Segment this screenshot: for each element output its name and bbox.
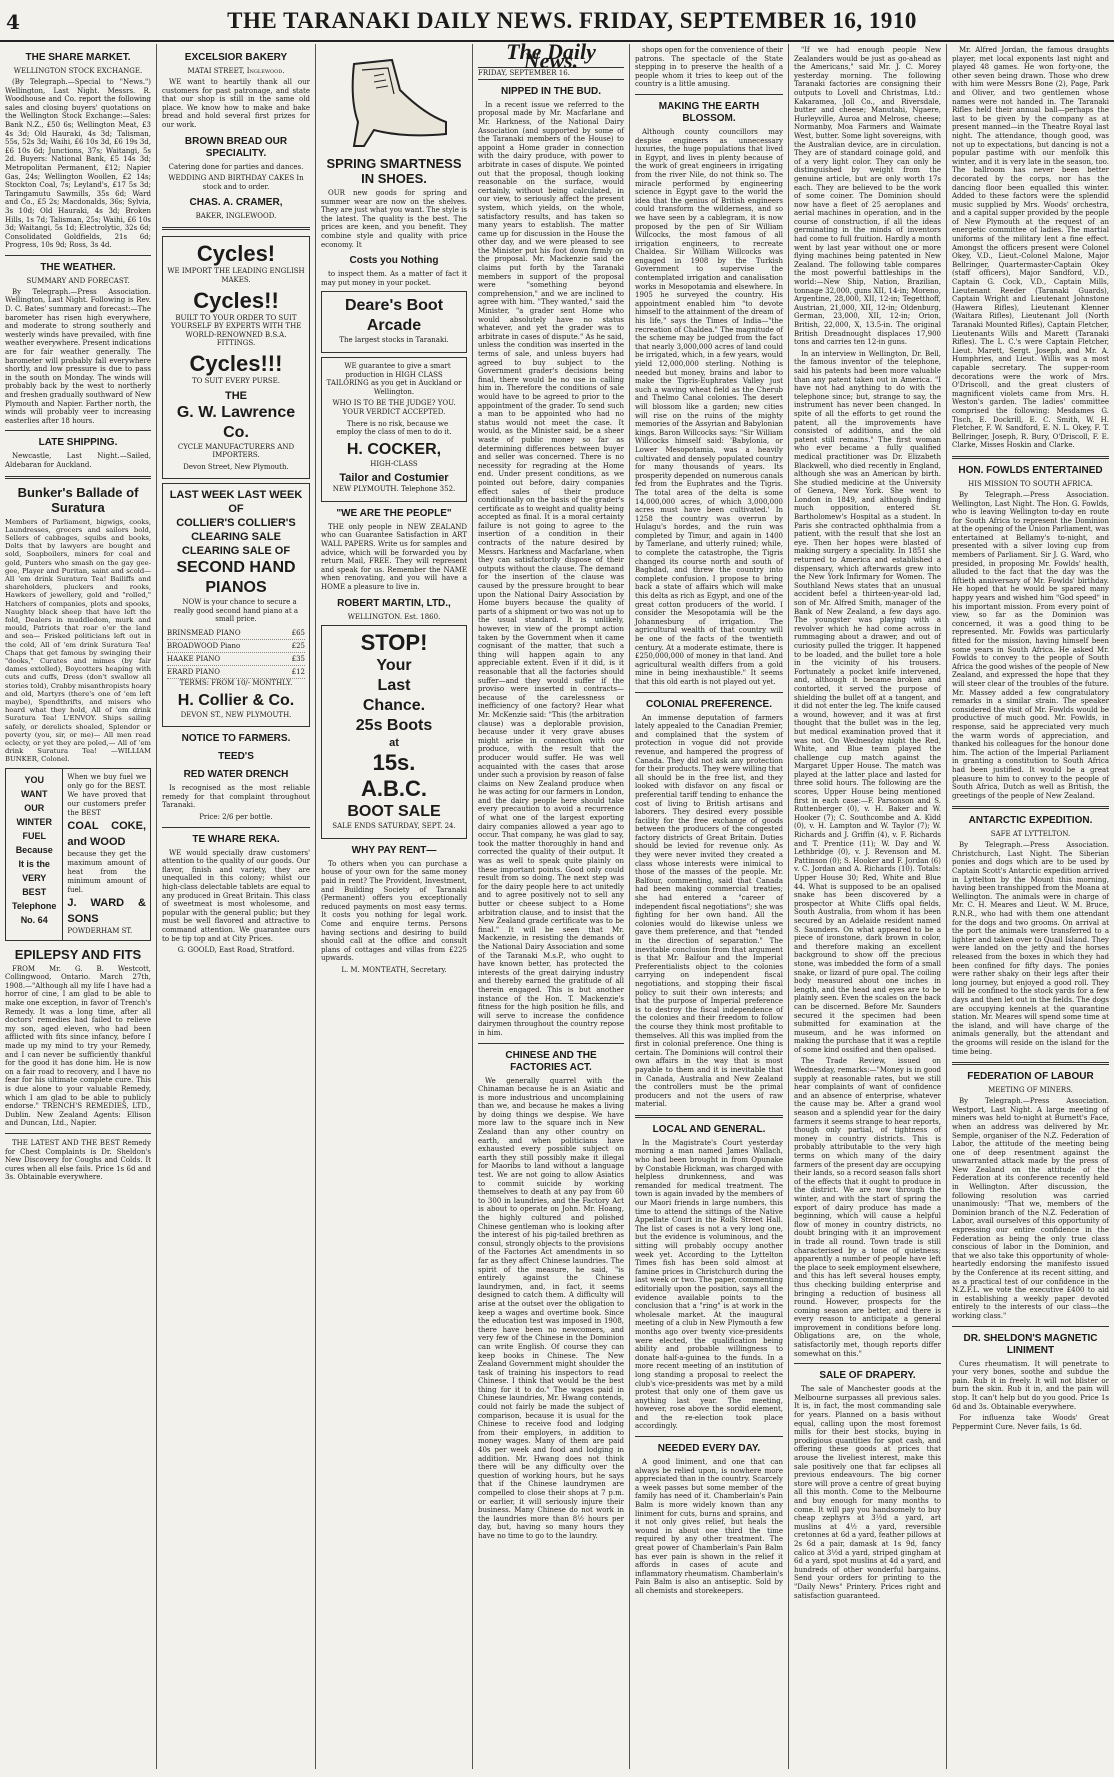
cocker-trade: Tailor and Costumier	[339, 472, 449, 485]
fuel-word: Telephone No. 64	[12, 900, 57, 925]
lawrence-text: CYCLE MANUFACTURERS AND IMPORTERS.	[177, 442, 295, 460]
farmers-notice: NOTICE TO FARMERS.	[181, 733, 291, 745]
spring-shoes-heading: SPRING SMARTNESS IN SHOES.	[326, 156, 462, 186]
teeds-name: TEED'S	[218, 751, 254, 763]
labour-text: By Telegraph.—Press Association. Westport, Last Night. A large meeting of miners was held to-night at Burnett's Face, when an address was delivered by Mr. Semple, organiser of the N.Z. Federation of Labor, the attitude of the meeting being one of deep resentment against the unwarranted attack made by the press of New Zealand on the attitude of the Federation at its conference recently held in Wellington. After discussion, the following resolution was carried unanimously: "That we, members of the Dominion branch of the N.Z. Federation of Labor, avail ourselves of this opportunity of expressing our entire confidence in the Federation as being the only true class conscious of labor in the Dominion, and that we also take this opportunity of whole-heartedly endorsing the manifesto issued by the Conference at its recent sitting, and as a practical test of our confidence in the N.Z.F.L. we vote the executive £400 to aid in establishing a weekly paper devoted entirely to the interests of our class—the working class."	[952, 1097, 1109, 1320]
piano-name: ERARD PIANO	[167, 668, 220, 677]
lawrence-address: Devon Street, New Plymouth.	[183, 462, 289, 471]
fuel-word: BEST	[22, 886, 47, 897]
piano-price: £25	[291, 642, 305, 651]
deare-boot-arcade-ad	[321, 291, 467, 353]
interview-text: In an interview in Wellington, Dr. Bell, the famous inventor of the telephone, said his patents had been more valuable than any patent taken out in America. "I have not had anything to do with the telephone since; but, strange to say, the instrument has never been changed. In spite of all the efforts to get round the patent, all the improvements have consisted of additions, and the old patent still remains." The first woman who ever became a fully qualified medical practitioner was Dr. Elizabeth Blackwell, who died recently in England, although she was an American by birth. She studied medicine at the University of Geneva, New York. She went to London in 1849, and although finding much opposition, entered St. Bartholomew's Hospital as a student. In Paris she contracted ophthalmia from a patient, with the result that she lost an eye. Then her hopes were blasted of making surgery a speciality. In 1851 she returned to America and established a dispensary, which afterwards grew into the New York Infirmary for Women. The Southland News states that an unusual accident befel a thirteen-year-old lad, son of Mr. Alfred Smith, manager of the Bank of New Zealand, a few days ago. The youngster was playing with a revolver which he had come across in rummaging about a drawer, and out of curiosity pulled the trigger. It happened to be loaded, and the bullet tore a hole in the vicinity of his trousers. Fortunately a pocket knife intervened, and, although it became broken and contorted, it served the purpose of shielding the bullet off at a tangent, and it did not enter the leg. The knife caused a wound, however, and it was at first thought that the bullet was in the leg, but medical examination proved that it was not. On Wednesday night the Red, White, and Blue team played the challenge cup match against the Margaret Upper House. The match was played at the latter place and lasted for three solid hours. The following are the scores, Upper House being mentioned first in each case:—F. Parsonson and S. Ruttenberger (0), v. H. Baker and W. Hooker (7); C. Southcombe and A. Kidd (0), v. H. Lampton and W. Taylor (7); W. Richards and J. Griffin (4), v. F. Richards and T. Prentice (11); W. Day and W. Lethbridge (0), v. J. Revenson and M. Pattinson (0); S. Hooker and F. Jordan (6) v. C. Jordan and A. Richards (10). Totals: Upper House 30; Red, White and Blue 44. What is supposed to be an opalised snake has been discovered by a prospector at White Cliffs opal fields, South Australia, from whom it has been secured by an Adelaide resident named S. Saunders. On what appeared to be a piece of ironstone, dark brown in color, and therefore making an excellent background to show off the precious stone, was imbedded the form of a small snake, or lizard of pure opal. The coiling body measured about one inches in length, and the head and eyes are to be plainly seen. Even the scales on the back can be discerned. Before Mr. Saunders secured it the specimen had been submitted for examination at the museum, and he was informed on making the purchase that it was a reptile of some kind ossified and then opalised.	[794, 349, 941, 1054]
shipping-heading: LATE SHIPPING.	[38, 437, 118, 449]
cycles-text: WE IMPORT THE LEADING ENGLISH MAKES.	[167, 267, 305, 284]
costs-text: to inspect them. As a matter of fact it may put money in your pocket.	[321, 270, 467, 287]
weather-subheading: SUMMARY AND FORECAST.	[26, 276, 130, 285]
cycles-text: TO SUIT EVERY PURSE.	[191, 376, 281, 385]
chinese-text: We generally quarrel with the Chinaman because he is an Asiatic and is more industrious and uncomplaining than we, and because he makes a living by doing things we despise. We have more law to the square inch in New Zealand than any other country on earth, and when politicians have exhausted every possible subject on earth they still possibly make it illegal for Maoribs to land without a language test. We are not going to allow Asiatics to commit suicide by working themselves to death at any pay from 60 to 300 in laundries, and the Factory Act is about to operate on John. Mr. Hoang, the highly cultured and polished Chinese gentleman who is looking after the interest of his pig-tailed brethren as consul, strongly objects to the provisions of the Factories Act amendments in so far as they affect Chinese laundries. The spirit of the measure, he said, "is entirely against the Chinese laundrymen, and, in fact, it seems designed to catch them. A difficulty will arise at the outset over the obligation to keep a wages and overtime book. Since the education test was imposed in 1908, there have been no newcomers, and very few of the Chinese in the Dominion can write English. Of course they can keep books in Chinese. The New Zealand Government might shoulder the task of training his inspectors to read Chinese. I think that would be the best thing for it to do." The wages paid in Chinese laundries, Mr. Hwang contends, could not fairly be made the subject of comparison, because it is usual for the Chinese to receive food and lodging from their employers, in addition to money wages. Many of them are paid 40s per week and food and lodging in addition. Mr. Hwang does not think there will be any difficulty over the question of working hours, but he says that if the Chinese laundrymen are compelled to close their shops at 7 p.m. or earlier, it will seriously injure their business. Many Chinese do not work in the laundries more than 8½ hours per day, but, having so many hours they have no time to go to the laundry.	[478, 1076, 624, 1540]
martin-sub: WELLINGTON. Est. 1860.	[347, 612, 441, 621]
list-item	[167, 653, 305, 666]
needed-text: A good liniment, and one that can always be relied upon, is nowhere more appreciated than in the country. Scarcely a week passes but some member of the family has need of it. Chamberlain's Pain Balm is more widely known than any liniment for cuts, burns and sprains, and it not only gives relief, but heals the wound in about one third the time required by any other treatment. The great power of Chamberlain's Pain Balm has ever pain is shown in the relief it affords in cases of acute and inflammatory rheumatism. Chamberlain's Pain Balm is also an antiseptic. Sold by all chemists and storekeepers.	[635, 1458, 783, 1595]
daily-news-nameplate: The Daily News.	[506, 42, 596, 73]
rent-heading: WHY PAY RENT—	[351, 844, 437, 856]
fuel-word: It is the	[18, 858, 50, 869]
fuel-word: WINTER	[16, 816, 52, 827]
stock-exchange-subheading: WELLINGTON STOCK EXCHANGE.	[13, 67, 143, 75]
divider	[5, 430, 151, 431]
colliers-advertisement	[162, 483, 310, 727]
stop-heading: STOP!	[360, 630, 428, 656]
cramer-name: CHAS. A. CRAMER,	[189, 197, 283, 209]
fuel-word: FUEL	[22, 830, 46, 841]
antarctic-heading: ANTARCTIC EXPEDITION.	[968, 815, 1093, 827]
fuel-ad-right	[63, 769, 150, 940]
column-3	[316, 42, 472, 1771]
ballad-heading: Bunker's Ballade of Suratura	[17, 484, 139, 515]
piano-name: BRINSMEAD PIANO	[167, 629, 241, 638]
divider	[162, 227, 310, 230]
people-text: THE only people in NEW ZEALAND who can Guarantee Satisfaction in ART WALL PAPERS. Write us for samples and advice, which will be forwarded you by return Mail, FREE. They will represent and speak for us. Remember the NAME when renovating, and you will have a HOME a pleasure to live in.	[321, 522, 467, 592]
nipped-text: In a recent issue we referred to the proposal made by Mr. Macfarlane and Mr. Harkness, of the National Dairy Association (and supported by some of the Taranaki members of the House) to appoint a Home grader in connection with the dairy produce, with power to arbitrate in cases of dispute. We pointed out that the proposal, though looking reasonable on the surface, would certainly, without being calculated, in our view, to seriously affect the present system, which yields, on the whole, satisfactory results, and has taken so many years to establish. The matter came up for discussion in the House the other day, and we were pleased to see the Minister put his foot down firmly on the proposal. Mr. Mackenzie said the claims put forth by the Taranaki members in support of the proposal were "something beyond comprehension," and we are inclined to agree with him. "They wanted," said the Minister, "a grader sent Home who would absolutely have no status whatever, and yet the grader was to arbitrate in cases of dispute." As he said, unless the condition was inserted in the terms of sale, and unless buyers had agreed to buy subject to the Government grader's decisions being final, there would be no use in calling him in. Therefore the conditions of sale would have to be agreed to prior to the appointment of the grader. To send such a man to be appointed who had no status would not meet the case. It would, as the Minister said, be a sheer waste of public money so far as determining differences between buyer and seller was concerned. There is no necessity for regrading at the Home end. Under present conditions, as we pointed out before, dairy companies effect sales of their produce conditionally on the basis of the grader's certificate as to weight and quality being accepted as final. It is a moral certainty failure is not going to agree to the insertion of a condition in their contracts of the nature desired by Messrs. Harkness and Macfarlane, when they can satisfactorily dispose of their outputs without the clause. The demand for the insertion of the clause was caused by the pressure brought to bear upon the National Dairy Association by Home buyers because the quality of parts of a shipment or two was not up to the usual standard. It is unlikely, however, in view of the prompt action taken by the Government when it came cognisant of the matter, that such a thing will happen again to any appreciable extent. Even if it did, is it reasonable that all the factories should suffer—and they would suffer if the proviso were inserted in contracts—because of the carelessness or inefficiency of one factory? Hear what Mr. McKenzie said: "This (the arbitration clause) was a deplorable provision, because under it very grave abuses might arise in connection with our produce, with the result that the producer would suffer. He was well acquainted with the cases that arose under such a provision by reason of false claims on New Zealand produce when he was acting for our farmers in London, and the dairy people here should take every precaution to avoid a recurrence of what one of the largest exporting dairy companies allowed a year ago to occur. That company, he was glad to say, took the matter thoroughly in hand and corrected the quality of their output. It was as well to speak quite plainly on these important points. Good only could result from so doing. The next step was for the dairy people here to act unitedly and to agree positively not to sell any butter or cheese subject to a Home arbitration clause, and to insist that the New Zealand grade certificate was to be final." It will be seen that Mr. Mackenzie, in resisting the demands of the National Dairy Association and some of the Taranaki M.s.P., who ought to have known better, has protected the interests of the great dairying industry and thereby earned the gratitude of all therein engaged. This is but another instance of the Hon. T. Mackenzie's fitness for the high position he fills, and will serve to increase the confidence dairymen throughout the country repose in him.	[478, 100, 625, 1037]
cramer-sub: BAKER, INGLEWOOD.	[195, 212, 277, 221]
piano-price: £35	[291, 655, 305, 664]
shops-text: shops open for the convenience of their patrons. The spectacle of the State stepping in to preserve the health of a people whom it tries to keep out of the country is a little amusing.	[635, 46, 783, 89]
trench-ad-text: THE LATEST AND THE BEST Remedy for Chest Complaints is Dr. Sheldon's New Discovery for Coughs and Colds. It cures when all else fails. Price 1s 6d and 3s. Obtainable everywhere.	[5, 1138, 151, 1182]
rent-signature: L. M. MONTEATH, Secretary.	[341, 965, 447, 974]
pianos-text: NOW is your chance to secure a really good second hand piano at a small price.	[173, 598, 299, 624]
lawrence-name: G. W. Lawrence Co.	[176, 403, 296, 441]
piano-price: £12	[291, 668, 305, 677]
people-heading: "WE ARE THE PEOPLE"	[336, 507, 452, 519]
column-7	[947, 42, 1114, 1771]
divider	[952, 456, 1109, 459]
deare-name: Deare's Boot Arcade	[344, 297, 444, 335]
drench-text: Is recognised as the most reliable remedy for that complaint throughout Taranaki.	[162, 784, 310, 810]
divider	[635, 692, 783, 693]
column-1	[0, 42, 156, 1771]
cycles-heading: Cycles!!!	[189, 350, 283, 376]
cycles-heading: Cycles!!	[193, 287, 279, 313]
fuel-ad-text: When we buy fuel we only go for the BEST. We have proved that our customers prefer the BEST	[67, 772, 146, 817]
fowlds-text: By Telegraph.—Press Association. Wellington, Last Night. The Hon. G. Fowlds, who is leaving Wellington to-day en route for South Africa to represent the Dominion at the opening of the Union Parliament, was entertained at Bellamy's to-night, and presented with a silver loving cup from members of Parliament. Sir J. G. Ward, who presided, in proposing Mr. Fowlds' health, alluded to the fact that the day was the fiftieth anniversary of Mr. Fowlds' birthday. He hoped that he would be spared many happy years and wished him "God speed" in his important mission. From every point of view, so far as the Dominion was concerned, it was a good thing to be represented. Mr. Fowlds was particularly fitted for the mission, having himself been some years in South Africa. He asked Mr. Fowlds to convey to the people of South Africa the good wishes of the people of New Zealand, and expressed the hope that they will steer clear of the troubles of the future. Mr. Massey added a few congratulatory remarks in a similar strain. The speaker considered the visit of Mr. Fowlds would be productive of much good. Mr. Fowlds, in response, said he appreciated very much the warm words of appreciation, and thanked his colleagues for the honour done him. The action of the Imperial Parliament in granting a constitution to South Africa had been justified. It would be a great pleasure to him to convey to the people of South Africa, Dutch as well as British, the greetings of the people of New Zealand.	[952, 490, 1109, 800]
divider	[5, 476, 151, 479]
weather-heading: THE WEATHER.	[40, 261, 116, 273]
bakery-heading: EXCELSIOR BAKERY	[184, 52, 288, 63]
divider	[952, 1326, 1109, 1327]
lawrence-the: THE	[225, 389, 247, 402]
brown-bread: BROWN BREAD OUR SPECIALITY.	[184, 135, 288, 159]
fuel-ad-address: POWDERHAM ST.	[67, 926, 133, 935]
piano-terms: TERMS: FROM 10/- MONTHLY.	[179, 679, 293, 688]
intro-text: "If we had enough people New Zealanders would be just as go-ahead as the Americans," said Mr. J. C. Morey yesterday morning. The following Taranaki factories are consigning their outputs to Lovell and Christmas, Ltd.: Kakaramea, Joll Co., and Riversdale, butter and cheese; Manutahi, Ngaere, Hurleyville, Auroa and Melrose, cheese; Normanby, Moa Farmers and Waimate West, butter. Some light sovereigns, with the Australian device, are in circulation. They are of standard coinage gold, and of a very light color. They can only be distinguished by weight from the genuine article, but are only worth 17s each. They are believed to be the work of some coiner. The Dominion should now have a fleet of 25 aeroplanes and aerial machines in operation, and in the course of construction, if all the ideas germinating in the minds of inventors had come to full fruition. Hardly a month went by last year without one or more flying machines being patented in New Zealand. The following table compares the most powerful battleships in the world:—New Ship, Nation, Brazilian, tonnage 32,000, guns XII, 14-in; Moreno, Argentine, 28,000, XII, 12-in; Tegetthoff, Austrian, 21,000, XII, 12-in; Oldenburg, German, 23,000, XII, 12-in; Orion, British, 22,000, X, 13.5-in. The original British Dreadnought displaces 17,900 tons and carries ten 12-in guns.	[794, 46, 941, 347]
woods-text: For influenza take Woods' Great Peppermint Cure. Never fails, 1s 6d.	[952, 1414, 1109, 1431]
abc-boot-sale-ad	[321, 625, 467, 839]
cycles-advertisement	[162, 236, 310, 479]
fuel-ad-left	[6, 769, 63, 940]
shipping-text: Newcastle, Last Night.—Sailed, Aldebaran for Auckland.	[5, 452, 151, 469]
epilepsy-heading: EPILEPSY AND FITS	[14, 946, 142, 962]
local-text: In the Magistrate's Court yesterday morning a man named James Wallach, who had been brought in from Opunake by Constable Hickman, was charged with helpless drunkenness, and was remanded for medical treatment. The town is again invaded by the members of our Maori friends in large numbers, this time to attend the sittings of the Native Appellate Court in the Rolls Street Hall. The list of cases is not a very long one, but the evidence is voluminous, and the sitting will probably occupy another week yet. According to the Lyttelton Times fish has been sold almost at famine prices in Christchurch during the last week or two. The paper, commenting editorially upon the position, says all the evidence available points to the conclusion that a "ring" is at work in the wholesale market. At the inaugural meeting of a club in New Plymouth a few months ago over twenty vice-presidents were elected, the qualification being ability and probable willingness to donate half-a-guinea to the funds. In a more recent meeting of an institution of long standing a proposal to reelect the club's vice-presidents was met by a mild protest that only one of them gave us anything last year. The meeting, however, rose above the sordid element, and the re-election took place accordingly.	[635, 1138, 783, 1431]
antarctic-text: By Telegraph.—Press Association. Christchurch, Last Night. The Siberian ponies and dogs which are to be used by Captain Scott's Antarctic expedition arrived in Lyttelton by the Mount this morning, having been transhipped from the Moana at Wellington. The animals were in charge of Mr. C. H. Meares and Lieut. W. M. Bruce, R.N.R., who had with them one attendant for the dogs and two grooms. On arrival at the port the animals were transferred to a lighter and taken over to Quail Island. They were landed on the jetty and the horses released from the boxes in which they had been confined for fifty days. The ponies were rather shaky on their legs after their long journey, but enjoyed a good roll. They will be confined to the stock yards for a few days and then let out in the fields. The dogs are occupying kennels at the quarantine station. Mr. Meares will spend some time at the island, and will have charge of the animals generally, but the attendant and the grooms will reside on the island for the time being.	[952, 841, 1109, 1056]
fuel-advertisement	[5, 768, 151, 941]
masthead-title: THE TARANAKI DAILY NEWS. FRIDAY, SEPTEMBER 16, 1910	[227, 8, 917, 33]
earth-text: Although county councillors may despise engineers as unnecessary luxuries, the huge populations that lived in Egypt, and lives in plenty because of the work of great engineers in irrigating from the river Nile, do not think so. The miracle performed by engineering science in Egypt gave to the world the idea that the genius of British engineers could transform the wilderness, and so we have seen by a cablegram, it is now proposed by the pen of Sir William Willcocks, the most famous of all irrigation engineers, to recreate Chaldea. Sir William Willcocks was engaged in 1908 by the Turkish Government to supervise the contemplated irrigation and canalisation works in Mesopotamia and elsewhere. In 1905 he surveyed the country. His appointment enabled him "to devote himself to the attainment of the dream of his life," says the Times of India—"the recreation of Chaldea." The magnitude of the scheme may be judged from the fact that nearly 3,000,000 acres of land could be irrigated, which, in a few years, would yield 12,000,000 sterling. Nothing is needed but money, brains and labor to make the Tigris-Euphrates Valley just such a waving wheat field as the Cherub and Thelmo Canal colonies. The desert will blossom like a garden; new cities will rise on the ruins of the mighty memories of the Assyrian and Babylonian kings. Baron Willcocks says: "Sir William Willcocks himself said: 'Babylonia, or Lower Mesopotamia, was a heavily cultivated and densely populated country for many thousands of years. Its prosperity depended on numerous canals fed from the Euphrates and the Tigris. The total area of the delta is some 14,000,000 acres, of which 3,000,000 acres must have been cultivated.' In 1258 the country was overrun by Hulagu's hordes, and the ruin was completed by Timur, and again in 1400 by Tamerlane, and utterly ruined; while, to complete the catastrophe, the Tigris changed its course north and south of Baghdad, and threw the country into complete confusion. I propose to bring back a state of affairs which will make this delta as rich as Egypt, and one of the great cotton producers of the world. I consider the Mesopotamia will be the Johannesburg of irrigation. The agricultural wealth of that country will be one of the facts of the twentieth century. At a moderate estimate, there is £250,000,000 of money in that land. And agricultural wealth differs from a gold mine in being inexhaustible." It seems that this old earth is not played out yet.	[635, 127, 783, 686]
date-text: FRIDAY, SEPTEMBER 16.	[478, 69, 570, 78]
sheldon-heading: DR. SHELDON'S MAGNETIC LINIMENT	[963, 1332, 1098, 1356]
divider	[952, 1062, 1109, 1065]
pianos-heading: SECOND HAND PIANOS	[176, 559, 296, 597]
chinese-heading: CHINESE AND THE FACTORIES ACT.	[505, 1049, 597, 1073]
antarctic-subheading: SAFE AT LYTTELTON.	[990, 830, 1071, 839]
fuel-word: OUR	[24, 802, 45, 813]
goold-signature: G. GOOLD, East Road, Stratford.	[177, 946, 295, 955]
fuel-ad-merchant: J. WARD & SONS	[67, 896, 146, 925]
cycles-heading: Cycles!	[196, 241, 276, 267]
list-item	[167, 627, 305, 640]
bakery-text: WE want to heartily thank all our customers for past patronage, and state that our shop is still in the same old place. We know how to make and bake bread and hold several first prizes for our work.	[162, 78, 310, 129]
nipped-heading: NIPPED IN THE BUD.	[500, 85, 601, 97]
divider	[952, 806, 1109, 809]
cocker-address: NEW PLYMOUTH. Telephone 352.	[332, 485, 456, 494]
fuel-word: VERY	[22, 872, 47, 883]
earth-heading: MAKING THE EARTH BLOSSOM.	[658, 100, 760, 124]
colliers-name: COLLIER'S COLLIER'S	[176, 517, 296, 530]
page-number: 4	[6, 10, 20, 34]
piano-price: £65	[291, 629, 305, 638]
weather-text: By Telegraph.—Press Association. Wellington, Last Night. Following is Rev. D. C. Bates' summary and forecast:—The barometer has risen high everywhere, and moderate to strong southerly and westerly winds have prevailed, with fine weather everywhere. Present indications are for fair weather generally. The barometer will probably fall everywhere shortly, and low pressure is due to pass in the south on Monday. The winds will probably back by the west to northerly and freshen gradually southward of New Plymouth and Napier. Farther north, the winds will probably veer to increasing easterlies after 18 hours.	[5, 287, 151, 425]
piano-name: BROADWOOD Piano	[167, 642, 241, 651]
divider	[635, 1115, 783, 1118]
divider	[635, 1436, 783, 1437]
drench-heading: RED WATER DRENCH	[183, 769, 289, 781]
labour-heading: FEDERATION OF LABOUR	[967, 1071, 1094, 1083]
ballad-text: Members of Parliament, bigwigs, cooks, Laundresses, grocers and sailors bold, Sellers of cabbages, squibs and books, Dolts that by lawyers are bought and sold, Soapboilers, miners for coal and gold, Punters who smash on the gay gee-gee, Player and Puritan, saint and scold— All 'em drink Suratura Tea! Bailiffs and shareholders, pluckers and rooks, Hawkers of jewellery, gold and "rolled," Hatchers of companies, plots and spooks, Naughty black sheep that have left the fold, Dealers in muddledom, murk and mould, Patriots that roar o'er the land and sea— Frisked politicians left out in the cold, All of 'em drink Suratura Tea! Chaps that get famous by swinging their "dooks," Curates and mimes (by fair dames extolled), Boycotters heaping with cuts and cuffs, Dress (don't swallow all stories told), Crabby misanthropists hoary and old, Martyrs (there's one of 'em left maybe), Spendthrifts, and misers who hoard what they hold, All of 'em drink Suratura Tea! L'ENVOY. Ships sailing safely, or derelicts shoaled, Splendor or poverty (you, sir, or me)— All men read eclecty, or yet they are poled,— All of 'em drink Suratura Tea! —WILLIAM BUNKER, Colonel.	[5, 517, 151, 764]
last-week: LAST WEEK LAST WEEK OF	[169, 489, 303, 516]
cycles-text: BUILT TO YOUR ORDER TO SUIT YOURSELF BY EXPERTS WITH THE WORLD-RENOWNED B.S.A. FITTINGS.	[170, 313, 302, 348]
trade-review-text: The Trade Review, issued on Wednesday, remarks:—"Money is in good supply at reasonable rates, but we still hear complaints of want of confidence and an absence of enterprise, whatever the cause may be. After a grand wool season and a splendid year for the dairy farmers it seems strange to hear reports, though only partial, of tightness of money in country districts. This is probably attributable to the very high terms on which many of the dairy farmers of the present day are occupying their lands, so a record season falls short of the effects that it ought to produce in the district. We are now through the winter, and with the start of spring the export of dairy produce has made a beginning, which will cause a helpful flow of money in country districts, no doubt bringing with it an improvement in trade all round. Town trade is still characterised by a tone of quietness; apparently a number of people have left the place to seek employment elsewhere, and this has left several houses empty, thus checking building enterprise and bringing a reduction of business all round. However, prospects for the coming season are better, and there is every reason to anticipate a general improvement in conditions before long. Obligations are, on the whole, satisfactorily met, though reports differ somewhat on this."	[794, 1057, 941, 1358]
divider	[478, 1043, 624, 1044]
share-market-heading: THE SHARE MARKET.	[25, 52, 131, 63]
last-text: Last	[377, 677, 411, 695]
divider	[794, 1363, 941, 1364]
boot-sale: BOOT SALE	[347, 803, 441, 821]
judge-detail: There is no risk, because we employ the class of men to do it.	[336, 419, 452, 437]
your-text: Your	[376, 657, 412, 675]
epilepsy-text: FROM Mr. G. B. Westcott, Collingwood, Ontario. March 27th, 1908.—"Although all my life I have had a horror of cine, I am glad to be able to make one exception, in favor of Trench's Remedy. It was a long time, after all doctors' remedies had failed to relieve my son, aged eleven, who had been afflicted with fits since infancy, before I made up my mind to try your Remedy, and I can never be sufficiently thankful for the good it has done him. He is now on a fair road to recovery, and I have no fear for his ultimate complete cure. This is due alone to your valuable Remedy, which I am glad to be able to publicly endorse." TRENCH'S REMEDIES, LTD., Dublin. New Zealand Agents: Ellison and Duncan, Ltd., Napier.	[5, 964, 151, 1128]
at-text: at	[389, 737, 399, 750]
divider	[635, 94, 783, 95]
collier-company: H. Collier & Co.	[177, 691, 295, 709]
drapery-heading: SALE OF DRAPERY.	[819, 1370, 916, 1382]
fowlds-heading: HON. FOWLDS ENTERTAINED	[958, 464, 1103, 476]
sale-ends: SALE ENDS SATURDAY, SEPT. 24.	[332, 822, 456, 831]
bakery-street: MATAI STREET, Inglewood.	[187, 67, 285, 75]
sheldon-text: Cures rheumatism. It will penetrate to your very bones, soothe and subdue the pain. Rub it in freely. It will not blister or burn the skin. Rub it in, and the pain will stop. It can't help but do you good. Price 1s 6d and 3s. Obtainable everywhere.	[952, 1359, 1109, 1411]
divider	[5, 1133, 151, 1134]
wedding-cakes-text: WEDDING AND BIRTHDAY CAKES In stock and to order.	[168, 174, 304, 191]
abc-name: A.B.C.	[361, 776, 427, 802]
fuel-ad-products: COAL COKE, and WOOD	[67, 819, 146, 848]
judge-text: WHO IS TO BE THE JUDGE? YOU. YOUR VERDICT ACCEPTED.	[332, 399, 456, 416]
list-item	[167, 640, 305, 653]
cocker-name: H. COCKER,	[346, 440, 442, 458]
drench-price: Price: 2/6 per bottle.	[199, 813, 273, 822]
local-heading: LOCAL AND GENERAL.	[652, 1123, 766, 1135]
tailor-text: WE guarantee to give a smart production in HIGH CLASS TAILORING as you get in Auckland or Wellington.	[326, 361, 462, 396]
labour-subheading: MEETING OF MINERS.	[988, 1086, 1073, 1095]
cocker-tailor-ad	[321, 357, 467, 502]
list-item	[167, 666, 305, 679]
fowlds-subheading: HIS MISSION TO SOUTH AFRICA.	[968, 479, 1093, 488]
drapery-text: The sale of Manchester goods at the Melbourne surpasses all previous sales. It is, in fact, the most commanding sale for years. Planned on a basis without equal, calling upon the most foremost mills for their best stocks, buying in prodigious quantities for spot cash, and offering these goods at prices that arouse the liveliest interest, make this sale positively one that far eclipses all previous endeavours. The big corner store will prove a centre of great buying all this month. Come to the Melbourne and buy enough for many months to come. It will pay you handsomely to buy cheap zephyrs at 3½d a yard, art muslins at 4½ a yard, reversible cretonnes at 6d a yard, feather pillows at 2s 6d a pair, damask at 1s 9d, fancy calico at 3½d a yard, striped gingham at 6d a yard, spot muslins at 4d a yard, and hundreds of other wonderful bargains. Send your orders for printing to the "Daily News" Printery. Prices right and satisfaction guaranteed.	[794, 1385, 941, 1600]
fuel-word: Because	[15, 844, 53, 855]
piano-name: HAAKE PIANO	[167, 655, 221, 664]
shoe-illustration-icon	[334, 50, 454, 150]
dateline	[478, 67, 624, 80]
boots-text: 25s Boots	[355, 717, 433, 735]
price-text: 15s.	[372, 750, 416, 776]
divider	[162, 827, 310, 828]
share-market-text: (By Telegraph.—Special to "News.") Wellington, Last Night. Messrs. R. Woodhouse and Co. report the following sales and closing buyers' quotations on the Wellington Stock Exchange:—Sales: Bank N.Z., £50 6s; Wellington Meat, £3 4s 3d; Old Hauraki, 4s 3d; Talisman, 55s, 52s 3d; Waihi, £6 10s 3d, £6 19s 3d, £6 10s 6d; Junctions, 37s; Waitangi, 5s 2d. Buyers: National Bank, £5 14s 3d; Metropolitan Permanent, £12; Napier Gas, 24s; Wellington Woollen, £2 14s; Stockton Coal, 7s; Leyland's, £17 5s 3d; Taringamutu Sawmills, 35s 6d; Ward and Co., £5 2s; Macdonalds, 36s; Sylvia, 3s 10d; Old Hauraki, 4s 3d; Broken Hills, 1s 7d; Talisman, 25s; Waihi, £6 10s 3d; Waitangi, 5s 1d; Electrolytic, 32s 6d; Consolidated Goldfields, 21s 6d; Progress, 10s 9d; Ross, 3s 4d.	[5, 78, 151, 250]
masthead	[0, 0, 1114, 42]
divider	[5, 255, 151, 256]
colonial-heading: COLONIAL PREFERENCE.	[646, 698, 772, 710]
goold-text: WE would specially draw customers' attention to the quality of our goods. Our flavor, finish and variety, they are unequalled in this colony; whilst our high-class delectable tablets are equal to any produced in Great Britain. This class of sweetmeat is most wholesome, and popular with the general public; but they must be well flavored and attractive to command attention. We guarantee ours to be tip top and at City Prices.	[162, 848, 310, 943]
cocker-sub: HIGH-CLASS	[370, 459, 418, 468]
fuel-word: WANT	[20, 788, 48, 799]
column-2	[157, 42, 315, 1771]
collier-address: DEVON ST., NEW PLYMOUTH.	[180, 710, 292, 719]
needed-heading: NEEDED EVERY DAY.	[657, 1443, 761, 1455]
draughts-and-ball-text: Mr. Alfred Jordan, the famous draughts player, met local exponents last night and played 48 games. He won forty-one, the other seven being drawn. Those who drew with him were Messrs Bone (2), Page, Park and Oliver, and two gentlemen whose names were not handed in. The Taranaki Rifles held their annual ball—perhaps the last to be given by the company as at present manned—in the Theatre Royal last night. The attendance, though good, was not up to expectations, but dancing is not a popular pastime with our menfolk this winter, and it is very late in the season, too. The ballroom has never been better decorated by the corps, nor has the dancing floor been equalled this winter. Added to these factors were the splendid music supplied by Mrs. Woods' orchestra, and a capital supper provided by the people of New Plymouth at the request of an energetic committee of ladies. The martial uniforms of the military lent a fine effect. Amongst the officers present were Colonel Okey, V.D., Lieut.-Colonel Malone, Major Bellringer, Quartermaster-Captain Okey (staff officers), Major Sandford, V.D., Captain G. Cock, V.D., Captain Mills, Lieutenant Reeder (Taranaki Guards), Captain Wright and Lieutenant Johnstone (Hawera Rifles), Lieutenant Klenner (Waitara Rifles), Lieutenant Joll (North Taranaki Mounted Rifles), Captain Fletcher, Lieutenants Wills and Marett (Taranaki Rifles). The L. C.'s were Captain Fletcher, Lieut. Marett, Sergt. Joseph, and Mr. A. Humphries, and Lieut. Willis was a most capable secretary. The supper-room decorations were the work of Mrs. O'Driscoll, and the great clusters of magnificent violets came from Mrs. H. Weston's garden. The ladies' committee comprised the following: Mesdames G. Tisch, E. Dockrill, E. C. Smith, W. H. Fletcher, F. W. Sandford, E. N. L. Okey, F. T. Bellringer, Joseph, R. Bury, O'Driscoll, F. E. Clarke, Misses Hoskin and Clarke.	[952, 46, 1109, 450]
martin-name: ROBERT MARTIN, LTD.,	[337, 597, 451, 609]
clearing-sale: CLEARING SALE CLEARING SALE OF	[181, 531, 291, 558]
fuel-ad-text: because they get the maximum amount of heat from the minimum amount of fuel.	[67, 849, 146, 894]
spring-shoes-text: OUR new goods for spring and summer wear are now on the shelves. They are just what you want. The style is the latest. The quality is the best. The prices are keen, and you benefit. They combine style and quality with price economy. It	[321, 189, 467, 249]
column-4	[473, 42, 629, 1771]
column-6	[789, 42, 946, 1771]
catering-text: Catering done for parties and dances.	[168, 162, 304, 171]
fuel-word: YOU	[24, 774, 44, 785]
colonial-text: An immense deputation of farmers lately appealed to the Canadian Premier, and complained that the system of protection in vogue did not provide revenue, and hampered the progress of Canada. They did not ask any protection for their products. They were willing that all should be in the free list, and they looked with disfavor on any fiscal or preferential tariff tending to enhance the cost of living to British artisans and laborers. They desired every possible facility for the free exchange of goods between the producers of the congested factory districts of Great Britain. Duties should be levied for revenue only. As they were never invited they created a class whose interests were inimical to those of the masses of the people. Mr. Balfour, commenting, said that Canada had been making commercial treaties; she had entered a "career of independent fiscal negotiations"; she was fighting for her own hand. All the colonies would do likewise unless we gave them preference, and that "tended in the direction of separation." The inevitable conclusion from that argument is that Mr. Balfour and the Imperial Preferentialists object to the colonies carrying on independent fiscal negotiations, and stopping their fiscal policy to suit their own interests; and that the purpose of Imperial preference is to destroy the fiscal independence of the colonies and their freedom to follow the course they think most profitable to themselves. All this was implied from the first in colonial preference. One thing is certain. The Dominions will control their own affairs in the way that is most payable to them and it is inevitable that in Canada, Australia and New Zealand the controllers must be the primal producers and not the users of raw material.	[635, 713, 783, 1109]
deare-sub: The largest stocks in Taranaki.	[339, 336, 449, 345]
costs-heading: Costs you Nothing	[349, 255, 439, 267]
whare-reka-heading: TE WHARE REKA.	[192, 833, 280, 845]
chance-text: Chance.	[362, 697, 426, 715]
rent-text: To others when you can purchase a house of your own for the same money paid in rent? The Provident, Investment, and Building Society of Taranaki (Permanent) offers you exceptionally reduced payments on most easy terms. It costs you nothing for legal work. Come and enquire terms. Persons having sections and desiring to build should call at the office and consult plans of cottages and villas from £225 upwards.	[321, 859, 467, 963]
column-5	[630, 42, 788, 1771]
piano-list	[167, 627, 305, 679]
